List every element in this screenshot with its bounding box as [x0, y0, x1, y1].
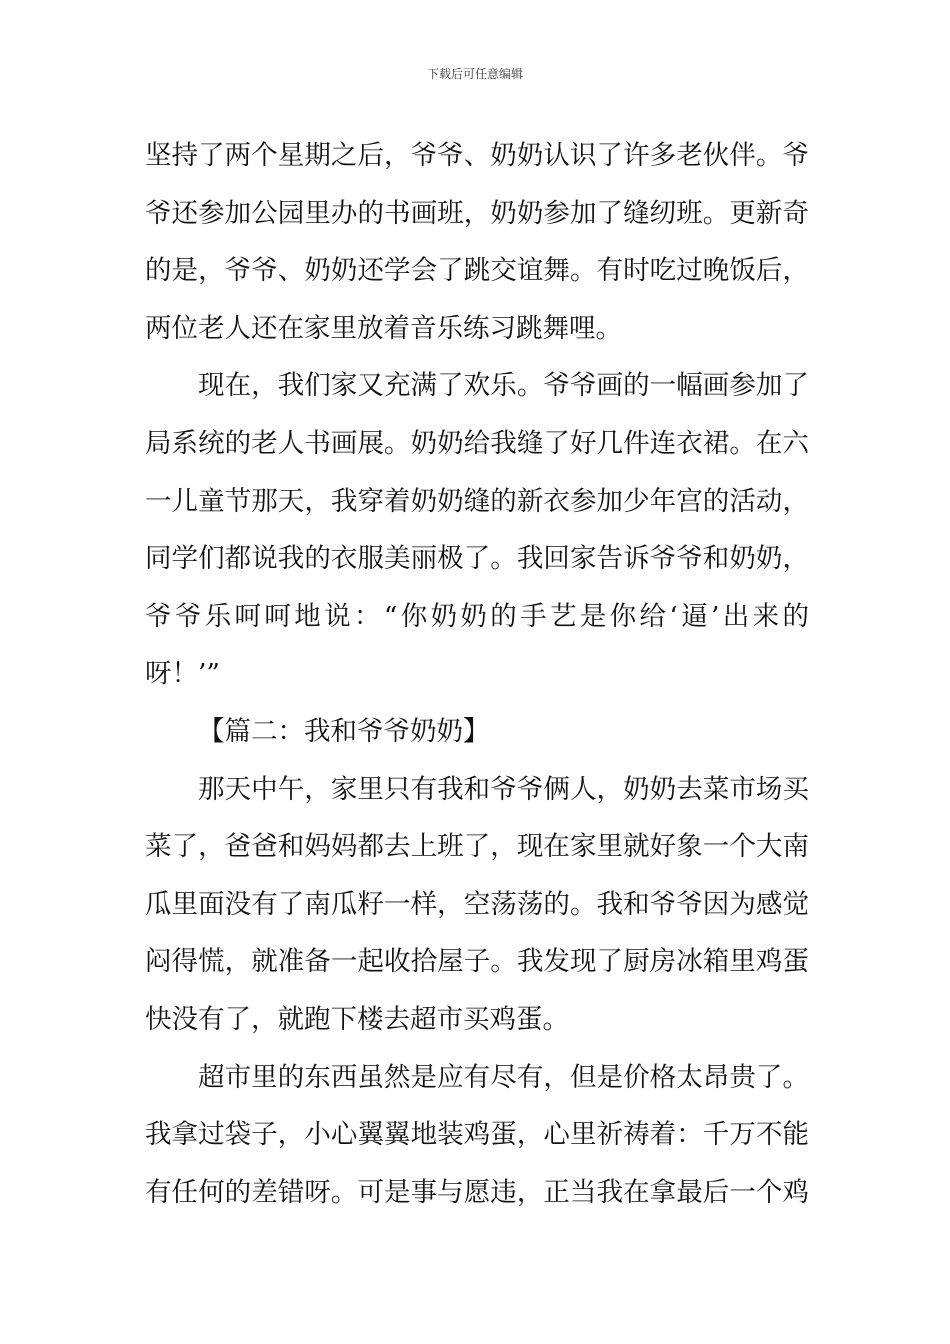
text-line: 的是，爷爷、奶奶还学会了跳交谊舞。有时吃过晚饭后，	[145, 255, 809, 287]
text-line: 爷爷乐呵呵地说：“你奶奶的手艺是你给‘逼’出来的	[145, 600, 809, 632]
text-line: 闷得慌，就准备一起收拾屋子。我发现了厨房冰箱里鸡蛋	[145, 946, 809, 978]
page-header: 下载后可任意编辑	[426, 67, 523, 81]
text-line: 我拿过袋子，小心翼翼地装鸡蛋，心里祈祷着：千万不能	[145, 1119, 809, 1151]
text-line: 那天中午，家里只有我和爷爷俩人，奶奶去菜市场买	[198, 773, 809, 805]
text-line: 局系统的老人书画展。奶奶给我缝了好几件连衣裙。在六	[145, 427, 809, 459]
text-line: 一儿童节那天，我穿着奶奶缝的新衣参加少年宫的活动，	[145, 485, 809, 517]
text-line: 菜了，爸爸和妈妈都去上班了，现在家里就好象一个大南	[145, 831, 809, 863]
text-line: 同学们都说我的衣服美丽极了。我回家告诉爷爷和奶奶，	[145, 543, 809, 575]
text-line: 有任何的差错呀。可是事与愿违，正当我在拿最后一个鸡	[145, 1176, 809, 1208]
text-line: 快没有了，就跑下楼去超市买鸡蛋。	[145, 1003, 569, 1035]
text-line: 坚持了两个星期之后，爷爷、奶奶认识了许多老伙伴。爷	[145, 140, 809, 171]
text-line: 爷还参加公园里办的书画班，奶奶参加了缝纫班。更新奇	[145, 197, 809, 229]
text-line: 超市里的东西虽然是应有尽有，但是价格太昂贵了。	[198, 1061, 809, 1093]
text-line: 现在，我们家又充满了欢乐。爷爷画的一幅画参加了	[198, 370, 809, 402]
document-body	[145, 127, 809, 1221]
text-line: 两位老人还在家里放着音乐练习跳舞哩。	[145, 312, 622, 344]
section-heading: 【篇二：我和爷爷奶奶】	[198, 715, 490, 747]
text-line: 瓜里面没有了南瓜籽一样，空荡荡的。我和爷爷因为感觉	[145, 888, 809, 920]
text-line: 呀！’”	[145, 658, 220, 690]
